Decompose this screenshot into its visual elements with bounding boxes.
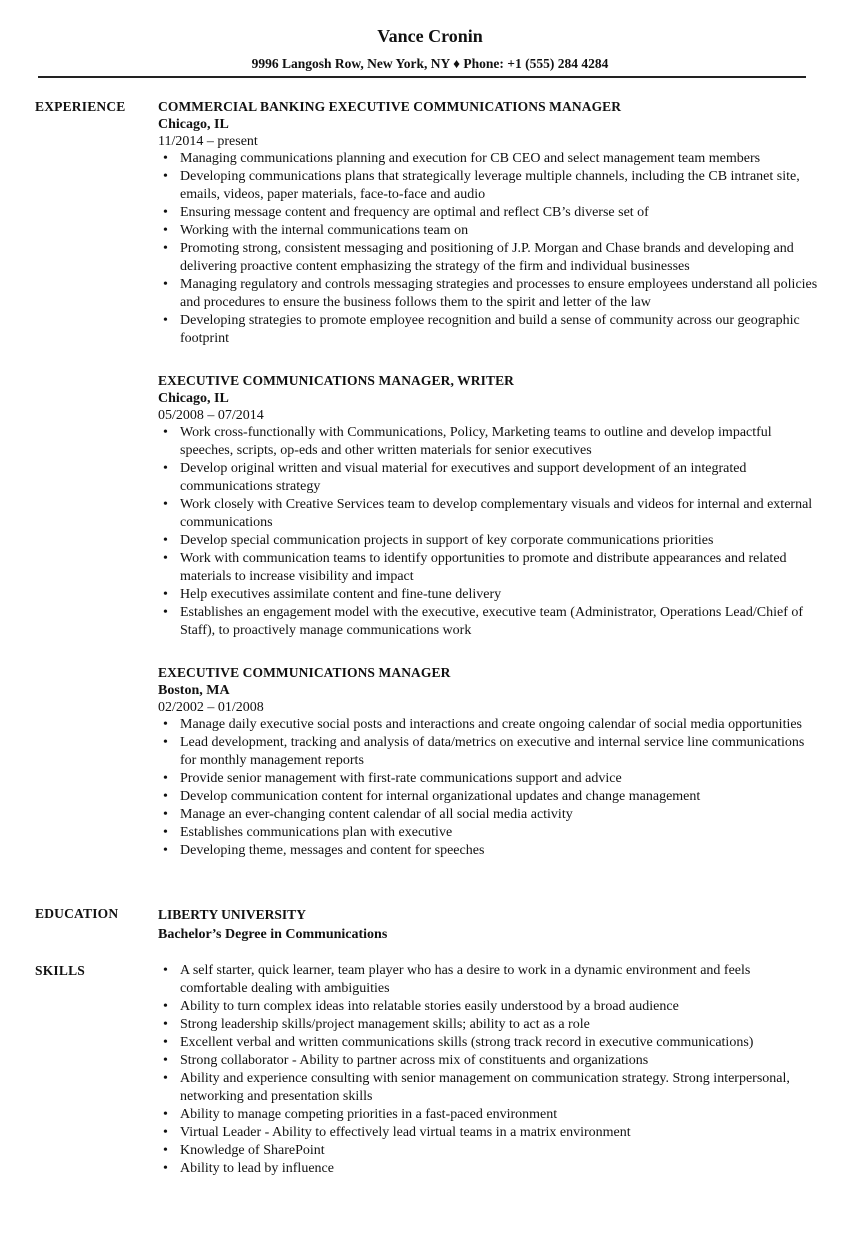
experience-heading: EXPERIENCE: [35, 99, 126, 114]
list-item: • A self starter, quick learner, team player who has a desire to work in a dynamic environment and feels comfortable dealing with ambiguities: [158, 962, 818, 998]
degree: Bachelor’s Degree in Communications: [158, 927, 388, 942]
candidate-name: Vance Cronin: [377, 26, 483, 46]
resume-header: [0, 24, 860, 72]
list-item: • Developing theme, messages and content for speeches: [158, 842, 818, 860]
job-location: Chicago, IL: [158, 117, 229, 132]
list-item: • Working with the internal communications team on: [158, 222, 818, 240]
list-item: • Virtual Leader - Ability to effectively lead virtual teams in a matrix environment: [158, 1124, 818, 1142]
job-bullets: [158, 150, 818, 348]
list-item: • Work with communication teams to identify opportunities to promote and distribute appearances and related materials to increase visibility and impact: [158, 550, 818, 586]
list-item: • Establishes communications plan with executive: [158, 824, 818, 842]
list-item: • Promoting strong, consistent messaging and positioning of J.P. Morgan and Chase brands and developing and delivering proactive content emphasizing the strategy of the firm and individual businesses: [158, 240, 818, 276]
education-heading: EDUCATION: [35, 906, 119, 921]
contact-line: 9996 Langosh Row, New York, NY ♦ Phone: +1 (555) 284 4284: [251, 56, 609, 71]
job-dates: 02/2002 – 01/2008: [158, 700, 264, 715]
job-location: Boston, MA: [158, 683, 230, 698]
school-name: LIBERTY UNIVERSITY: [158, 907, 306, 922]
list-item: • Ensuring message content and frequency are optimal and reflect CB’s diverse set of: [158, 204, 818, 222]
list-item: • Managing regulatory and controls messaging strategies and processes to ensure employees understand all policies and procedures to ensure the business follows them to the spirit and letter of the law: [158, 276, 818, 312]
job-title: EXECUTIVE COMMUNICATIONS MANAGER, WRITER: [158, 373, 515, 388]
job-dates: 05/2008 – 07/2014: [158, 408, 264, 423]
list-item: • Ability to lead by influence: [158, 1160, 818, 1178]
list-item: • Work cross-functionally with Communications, Policy, Marketing teams to outline and develop impactful speeches, scripts, op-eds and other written materials for senior executives: [158, 424, 818, 460]
list-item: • Manage an ever-changing content calendar of all social media activity: [158, 806, 818, 824]
list-item: • Developing strategies to promote employee recognition and build a sense of community across our geographic footprint: [158, 312, 818, 348]
list-item: • Develop communication content for internal organizational updates and change management: [158, 788, 818, 806]
list-item: • Developing communications plans that strategically leverage multiple channels, including the CB intranet site, emails, videos, paper materials, face-to-face and audio: [158, 168, 818, 204]
list-item: • Establishes an engagement model with the executive, executive team (Administrator, Operations Lead/Chief of Staff), to proactively manage communications work: [158, 604, 818, 640]
list-item: • Ability to turn complex ideas into relatable stories easily understood by a broad audience: [158, 998, 818, 1016]
list-item: • Lead development, tracking and analysis of data/metrics on executive and internal service line communications for monthly management reports: [158, 734, 818, 770]
job-location: Chicago, IL: [158, 391, 229, 406]
skills-list: [158, 962, 818, 1178]
header-divider: [38, 76, 806, 78]
job-title: COMMERCIAL BANKING EXECUTIVE COMMUNICATIONS MANAGER: [158, 99, 622, 114]
list-item: • Knowledge of SharePoint: [158, 1142, 818, 1160]
skills-heading: SKILLS: [35, 963, 85, 978]
list-item: • Strong leadership skills/project management skills; ability to act as a role: [158, 1016, 818, 1034]
list-item: • Managing communications planning and execution for CB CEO and select management team members: [158, 150, 818, 168]
list-item: • Ability to manage competing priorities in a fast-paced environment: [158, 1106, 818, 1124]
list-item: • Develop original written and visual material for executives and support development of an integrated communications strategy: [158, 460, 818, 496]
job-bullets: [158, 716, 818, 860]
job-entry: [158, 664, 818, 860]
list-item: • Help executives assimilate content and fine-tune delivery: [158, 586, 818, 604]
list-item: • Provide senior management with first-rate communications support and advice: [158, 770, 818, 788]
list-item: • Excellent verbal and written communications skills (strong track record in executive communications): [158, 1034, 818, 1052]
job-title: EXECUTIVE COMMUNICATIONS MANAGER: [158, 665, 451, 680]
job-bullets: [158, 424, 818, 640]
list-item: • Strong collaborator - Ability to partner across mix of constituents and organizations: [158, 1052, 818, 1070]
list-item: • Manage daily executive social posts and interactions and create ongoing calendar of social media opportunities: [158, 716, 818, 734]
job-entry: [158, 372, 818, 640]
job-dates: 11/2014 – present: [158, 134, 258, 149]
list-item: • Develop special communication projects in support of key corporate communications priorities: [158, 532, 818, 550]
list-item: • Work closely with Creative Services team to develop complementary visuals and videos for internal and external communications: [158, 496, 818, 532]
job-entry: [158, 98, 818, 348]
list-item: • Ability and experience consulting with senior management on communication strategy. Strong interpersonal, networking and presentation skills: [158, 1070, 818, 1106]
